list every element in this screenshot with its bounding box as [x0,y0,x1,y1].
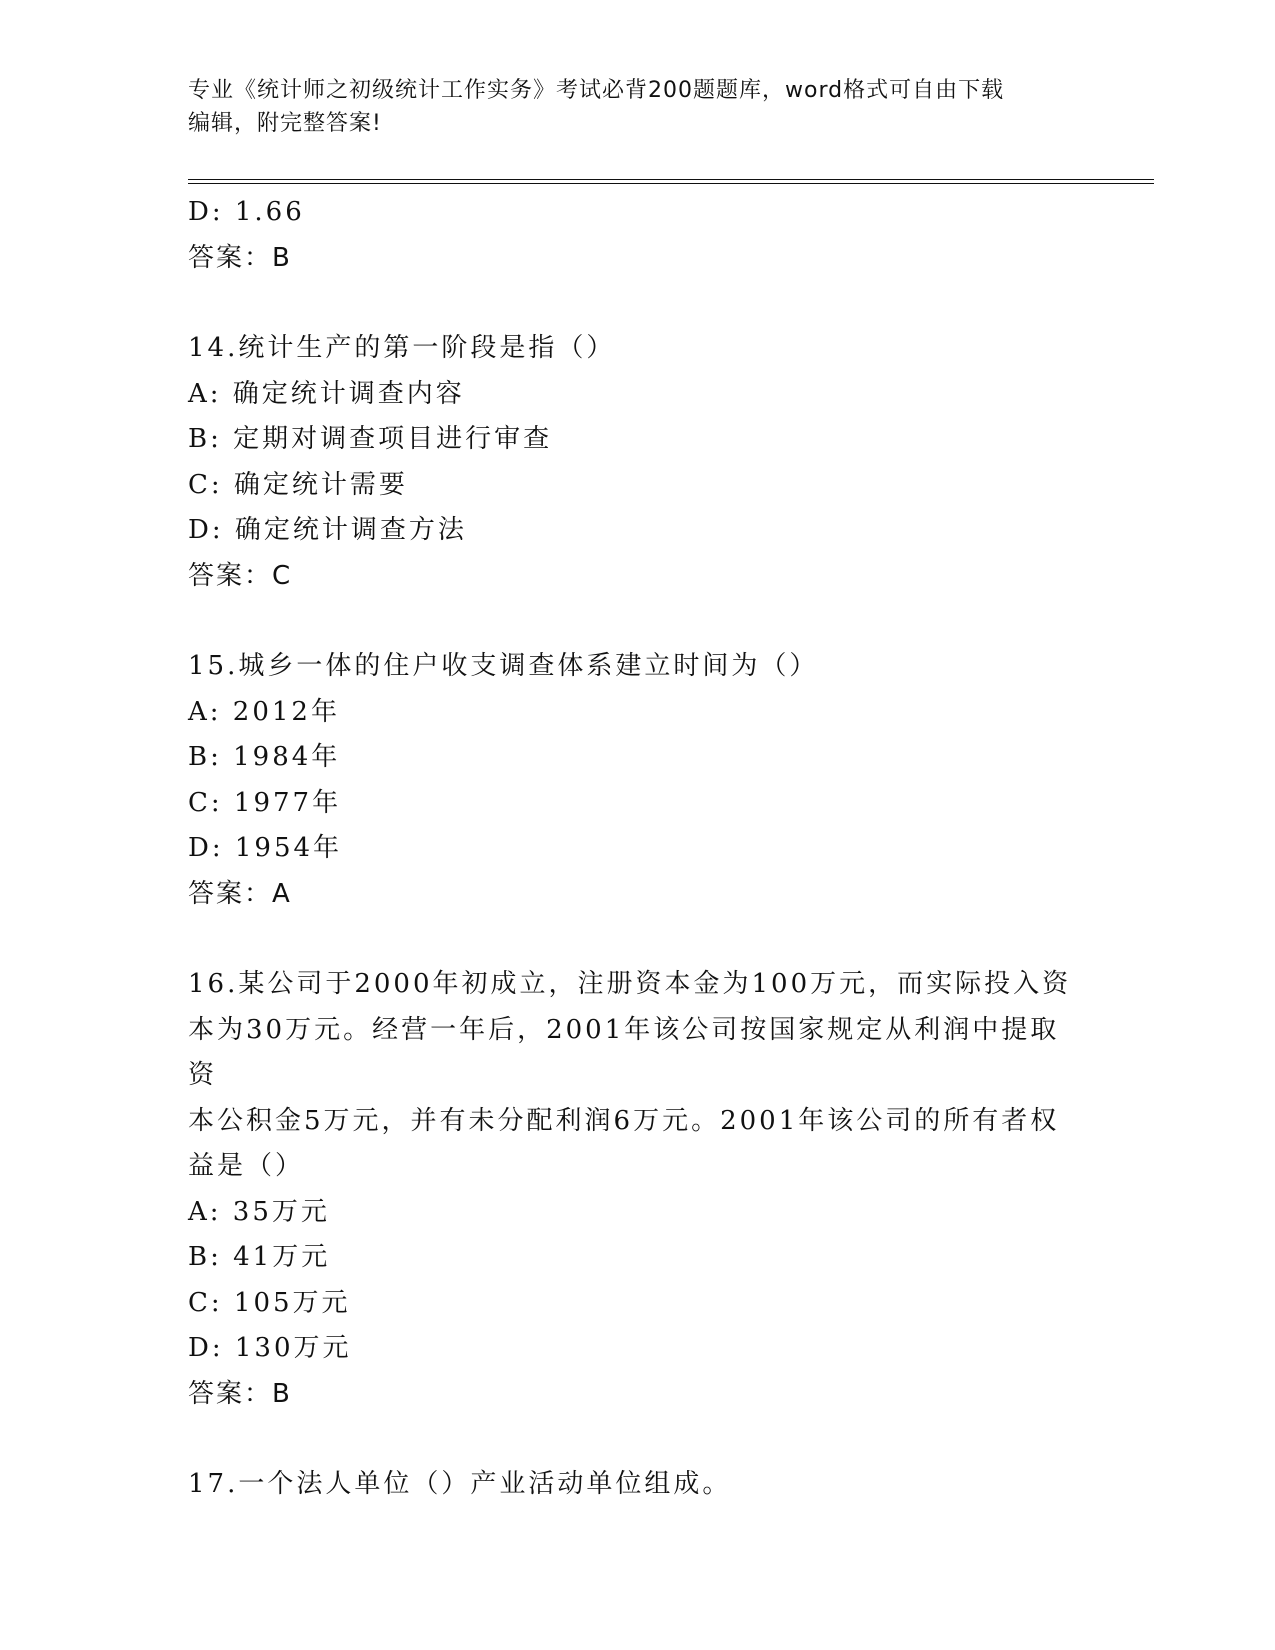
question-13-tail [188,190,1088,281]
answer-label: 答案：B [188,242,292,273]
question-stem-line-1: 16.某公司于2000年初成立，注册资本金为100万元，而实际投入资 [188,969,1072,999]
answer-label: 答案：A [188,878,292,909]
option-c: C: 确定统计需要 [188,469,408,500]
question-stem-line-4: 益是（） [188,1151,305,1181]
option-a: A: 35万元 [188,1196,330,1227]
question-16 [188,962,1088,1417]
option-d: D: 确定统计调查方法 [188,515,467,545]
answer-label: 答案：B [188,1378,292,1409]
question-stem-line-3: 本公积金5万元，并有未分配利润6万元。2001年该公司的所有者权 [188,1105,1060,1136]
option-b: B: 1984年 [188,742,341,772]
header-divider-top [188,179,1154,180]
question-stem-line-2: 本为30万元。经营一年后，2001年该公司按国家规定从利润中提取资 [188,1014,1060,1090]
question-stem: 17.一个法人单位（）产业活动单位组成。 [188,1469,732,1499]
header-title-line2: 编辑，附完整答案! [188,111,382,136]
document-body [188,190,1088,1508]
question-stem: 15.城乡一体的住户收支调查体系建立时间为（） [188,651,819,681]
option-d: D: 130万元 [188,1333,352,1363]
option-b: B: 41万元 [188,1242,331,1272]
option-a: A: 2012年 [188,696,340,727]
option-c: C: 1977年 [188,787,342,818]
option-d: D: 1.66 [188,197,305,227]
header-title-line1: 专业《统计师之初级统计工作实务》考试必背200题题库，word格式可自由下载 [188,78,1005,103]
answer-label: 答案：C [188,560,293,591]
option-d: D: 1954年 [188,833,343,863]
option-a: A: 确定统计调查内容 [188,378,465,409]
header-divider-bottom [188,183,1154,184]
question-17 [188,1462,1088,1508]
option-c: C: 105万元 [188,1287,351,1318]
document-header [188,74,1068,140]
question-stem: 14.统计生产的第一阶段是指（） [188,333,616,363]
question-14 [188,326,1088,599]
option-b: B: 定期对调查项目进行审查 [188,424,553,454]
question-15 [188,644,1088,917]
